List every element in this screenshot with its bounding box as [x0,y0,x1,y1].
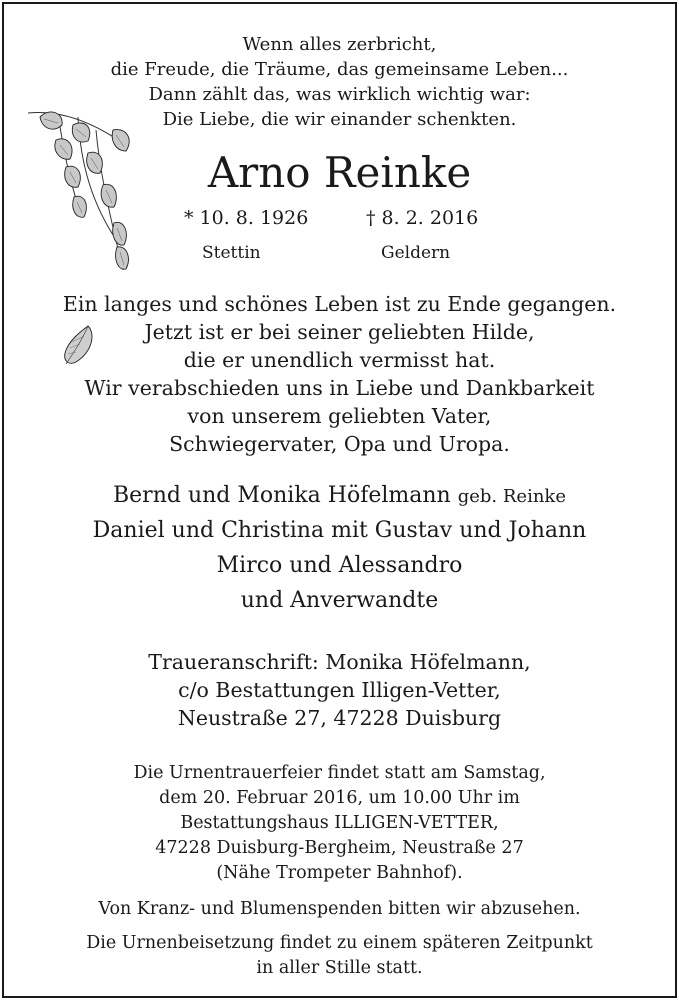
ceremony-line: Bestattungshaus ILLIGEN-VETTER, [180,813,499,833]
death-date: † 8. 2. 2016 [366,207,479,229]
deceased-name: Arno Reinke [207,148,472,197]
message-line: von unserem geliebten Vater, [187,404,492,428]
poem-line: Wenn alles zerbricht, [242,34,437,55]
falling-leaf-icon [58,322,104,372]
address-line: Traueranschrift: Monika Höfelmann, [148,650,531,674]
poem-line: Dann zählt das, was wirklich wichtig war: [148,84,531,105]
mourner-line [0,483,679,508]
message-line: die er unendlich vermisst hat. [183,348,496,372]
burial-note-line: Die Urnenbeisetzung findet zu einem späteren Zeitpunkt [86,933,593,953]
mourner-line: und Anverwandte [240,588,439,613]
burial-note-line: in aller Stille statt. [256,958,423,978]
ceremony-line: 47228 Duisburg-Bergheim, Neustraße 27 [155,838,524,858]
message-line: Schwiegervater, Opa und Uropa. [169,432,510,456]
mourner-names: Bernd und Monika Höfelmann [113,483,451,508]
address-line: c/o Bestattungen Illigen-Vetter, [178,678,501,702]
flowers-note: Von Kranz- und Blumenspenden bitten wir abzusehen. [98,899,581,919]
ceremony-line: (Nähe Trompeter Bahnhof). [216,863,463,883]
ceremony-line: Die Urnentrauerfeier findet statt am Samstag, [133,763,546,783]
birth-date: * 10. 8. 1926 [184,207,309,229]
message-line: Jetzt ist er bei seiner geliebten Hilde, [144,320,535,344]
poem-line: Die Liebe, die wir einander schenkten. [162,109,517,130]
message-line: Ein langes und schönes Leben ist zu Ende gegangen. [62,292,617,316]
poem-line: die Freude, die Träume, das gemeinsame Leben... [110,59,569,80]
ceremony-line: dem 20. Februar 2016, um 10.00 Uhr im [159,788,520,808]
mourner-line: Mirco und Alessandro [216,553,463,578]
mourner-maiden-name: geb. Reinke [457,486,566,507]
birth-place: Stettin [202,243,261,263]
address-line: Neustraße 27, 47228 Duisburg [177,706,502,730]
mourner-line: Daniel und Christina mit Gustav und Johann [92,518,587,543]
message-line: Wir verabschieden uns in Liebe und Dankbarkeit [84,376,595,400]
death-place: Geldern [381,243,451,263]
